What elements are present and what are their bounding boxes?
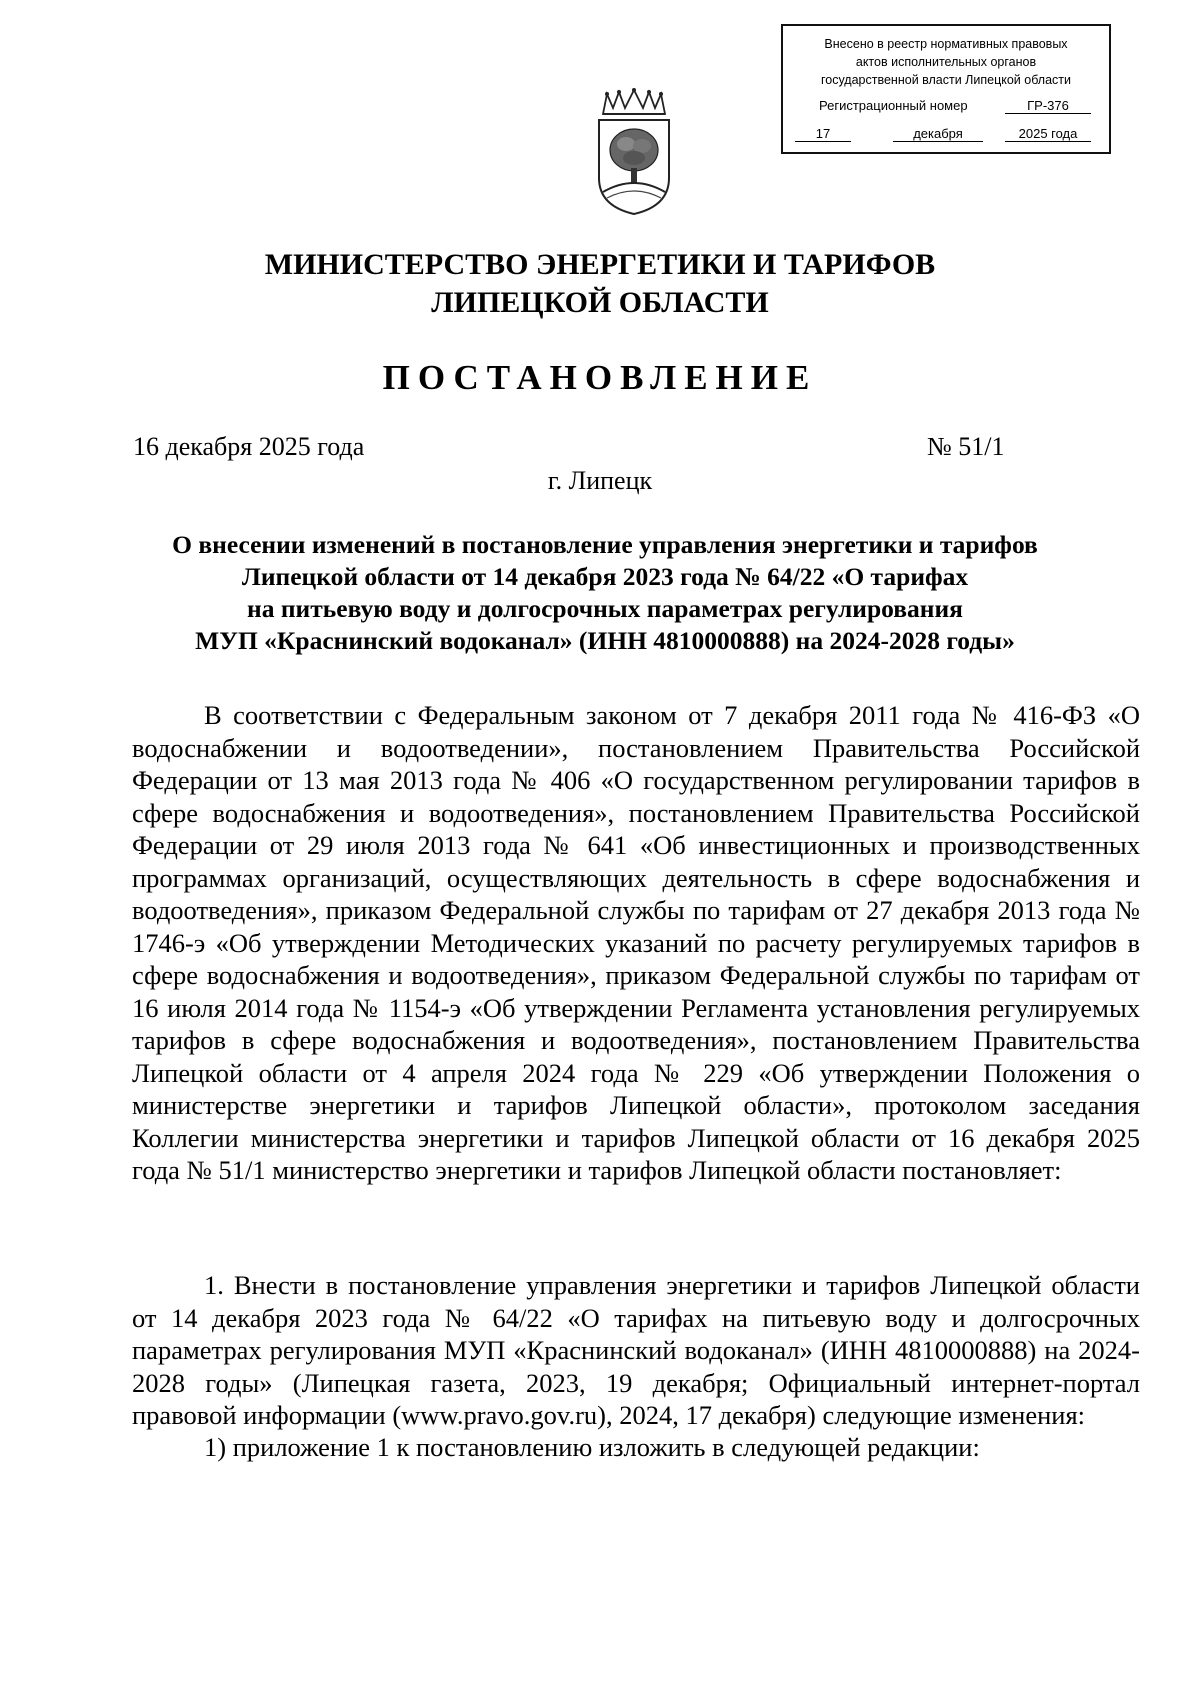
- document-date: 16 декабря 2025 года: [133, 432, 365, 461]
- ministry-line-2: ЛИПЕЦКОЙ ОБЛАСТИ: [431, 286, 769, 319]
- document-city: г. Липецк: [547, 466, 653, 495]
- clause-1-paragraph: 1. Внести в постановление управления энергетики и тарифов Липецкой области от 14 декабря 2023 года № 64/22 «О тарифах на питьевую воду и долгосрочных параметрах регулирования МУП «Краснинский водоканал» (ИНН 4810000888) на 2024-2028 годы» (Липецкая газета, 2023, 19 декабря; Официальный интернет-портал правовой информации (www.pravo.gov.ru), 2024, 17 декабря) следующие изменения:: [132, 1270, 1140, 1430]
- stamp-reg-label: Регистрационный номер: [819, 98, 968, 113]
- coat-of-arms-icon: [593, 88, 675, 216]
- registry-stamp: [781, 24, 1111, 154]
- ministry-name: [0, 246, 1200, 322]
- stamp-day: 17: [795, 126, 851, 142]
- document-type: ПОСТАНОВЛЕНИЕ: [382, 358, 818, 397]
- title-line-1: О внесении изменений в постановление управления энергетики и тарифов: [172, 530, 1038, 559]
- stamp-line-1: Внесено в реестр нормативных правовых: [824, 37, 1068, 51]
- title-line-2: Липецкой области от 14 декабря 2023 года № 64/22 «О тарифах: [241, 562, 969, 591]
- stamp-year: 2025 года: [1005, 126, 1091, 142]
- ministry-line-1: МИНИСТЕРСТВО ЭНЕРГЕТИКИ И ТАРИФОВ: [264, 248, 936, 281]
- document-number: № 51/1: [927, 432, 1005, 461]
- document-title: [120, 529, 1090, 657]
- title-line-4: МУП «Краснинский водоканал» (ИНН 4810000888) на 2024-2028 годы»: [195, 626, 1015, 655]
- subclause-1-paragraph: 1) приложение 1 к постановлению изложить в следующей редакции:: [204, 1432, 980, 1462]
- title-line-3: на питьевую воду и долгосрочных параметрах регулирования: [247, 594, 963, 623]
- stamp-line-2: актов исполнительных органов: [855, 55, 1037, 69]
- stamp-line-3: государственной власти Липецкой области: [820, 73, 1072, 87]
- stamp-month: декабря: [893, 126, 983, 142]
- stamp-reg-number: ГР-376: [1005, 98, 1091, 114]
- preamble-paragraph: В соответствии с Федеральным законом от 7 декабря 2011 года № 416-ФЗ «О водоснабжении и водоотведении», постановлением Правительства Российской Федерации от 13 мая 2013 года № 406 «О государственном регулировании тарифов в сфере водоснабжения и водоотведения», постановлением Правительства Российской Федерации от 29 июля 2013 года № 641 «Об инвестиционных и производственных программах организаций, осуществляющих деятельность в сфере водоснабжения и водоотведения», приказом Федеральной службы по тарифам от 27 декабря 2013 года № 1746-э «Об утверждении Методических указаний по расчету регулируемых тарифов в сфере водоснабжения и водоотведения», приказом Федеральной службы по тарифам от 16 июля 2014 года № 1154-э «Об утверждении Регламента установления регулируемых тарифов в сфере водоснабжения и водоотведения», постановлением Правительства Липецкой области от 4 апреля 2024 года № 229 «Об утверждении Положения о министерстве энергетики и тарифов Липецкой области», протоколом заседания Коллегии министерства энергетики и тарифов Липецкой области от 16 декабря 2025 года № 51/1 министерство энергетики и тарифов Липецкой области постановляет:: [132, 700, 1140, 1185]
